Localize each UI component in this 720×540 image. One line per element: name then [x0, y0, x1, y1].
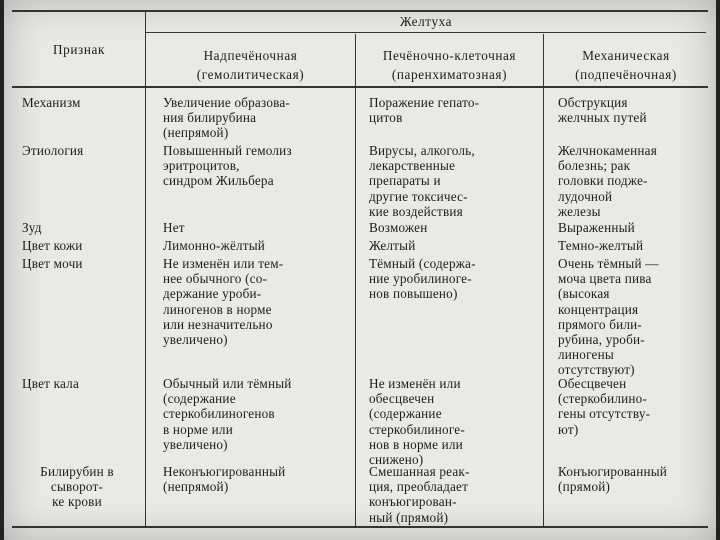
cell-stool-hepatocellular: Не изменён или обесцвечен (содержание стеркобилиноге- нов в норме или снижено) — [369, 376, 465, 468]
header-prehepatic: Надпечёночная (гемолитическая) — [196, 48, 305, 82]
column-divider-3 — [543, 34, 544, 528]
cell-stool-obstructive: Обесцвечен (стеркобилино- гены отсутству- ют) — [558, 376, 651, 437]
cell-itching-obstructive: Выраженный — [558, 220, 635, 235]
sign-itching: Зуд — [22, 220, 42, 235]
cell-urine-hepatocellular: Тёмный (содержа- ние уробилиноге- нов повышено) — [369, 256, 476, 302]
column-divider-2 — [355, 34, 356, 528]
header-obstructive: Механическая (подпечёночная) — [575, 48, 677, 82]
sign-mechanism: Механизм — [22, 95, 81, 110]
table-top-border — [12, 10, 708, 12]
column-divider-1 — [145, 10, 146, 528]
cell-urine-prehepatic: Не изменён или тем- нее обычного (со- держание уроби- линогенов в норме или незначительно увеличено) — [163, 256, 284, 348]
cell-itching-prehepatic: Нет — [163, 220, 185, 235]
header-bottom-border — [12, 86, 708, 88]
document-page — [4, 0, 716, 540]
header-sign: Признак — [53, 42, 105, 57]
cell-skin-prehepatic: Лимонно-жёлтый — [163, 238, 266, 253]
cell-itching-hepatocellular: Возможен — [369, 220, 428, 235]
sign-skin-color: Цвет кожи — [22, 238, 83, 253]
cell-urine-obstructive: Очень тёмный — моча цвета пива (высокая концентрация прямого били- рубина, уроби- линогены отсутствуют) — [558, 256, 659, 378]
cell-skin-obstructive: Темно-желтый — [558, 238, 644, 253]
cell-stool-prehepatic: Обычный или тёмный (содержание стеркобилиногенов в норме или увеличено) — [163, 376, 292, 452]
sign-serum-bilirubin: Билирубин в сыворот- ке крови — [40, 464, 114, 510]
sign-urine-color: Цвет мочи — [22, 256, 83, 271]
cell-etiology-obstructive: Желчнокаменная болезнь; рак головки подже- лудочной железы — [558, 143, 657, 219]
cell-etiology-prehepatic: Повышенный гемолиз эритроцитов, синдром Жильбера — [163, 143, 292, 189]
cell-bilirubin-prehepatic: Неконъюгированный (непрямой) — [163, 464, 286, 495]
table-bottom-border — [12, 526, 708, 528]
header-group-underline — [146, 32, 706, 33]
cell-skin-hepatocellular: Желтый — [369, 238, 416, 253]
cell-bilirubin-hepatocellular: Смешанная реак- ция, преобладает конъюгирован- ный (прямой) — [369, 464, 470, 525]
header-hepatocellular: Печёночно-клеточная (паренхиматозная) — [382, 48, 517, 82]
cell-bilirubin-obstructive: Конъюгированный (прямой) — [558, 464, 668, 495]
sign-stool-color: Цвет кала — [22, 376, 79, 391]
cell-etiology-hepatocellular: Вирусы, алкоголь, лекарственные препараты и другие токсичес- кие воздействия — [369, 143, 475, 219]
sign-etiology: Этиология — [22, 143, 84, 158]
header-jaundice: Желтуха — [399, 14, 453, 29]
cell-mechanism-hepatocellular: Поражение гепато- цитов — [369, 95, 480, 126]
cell-mechanism-obstructive: Обструкция желчных путей — [558, 95, 647, 126]
cell-mechanism-prehepatic: Увеличение образова- ния билирубина (непрямой) — [163, 95, 291, 141]
